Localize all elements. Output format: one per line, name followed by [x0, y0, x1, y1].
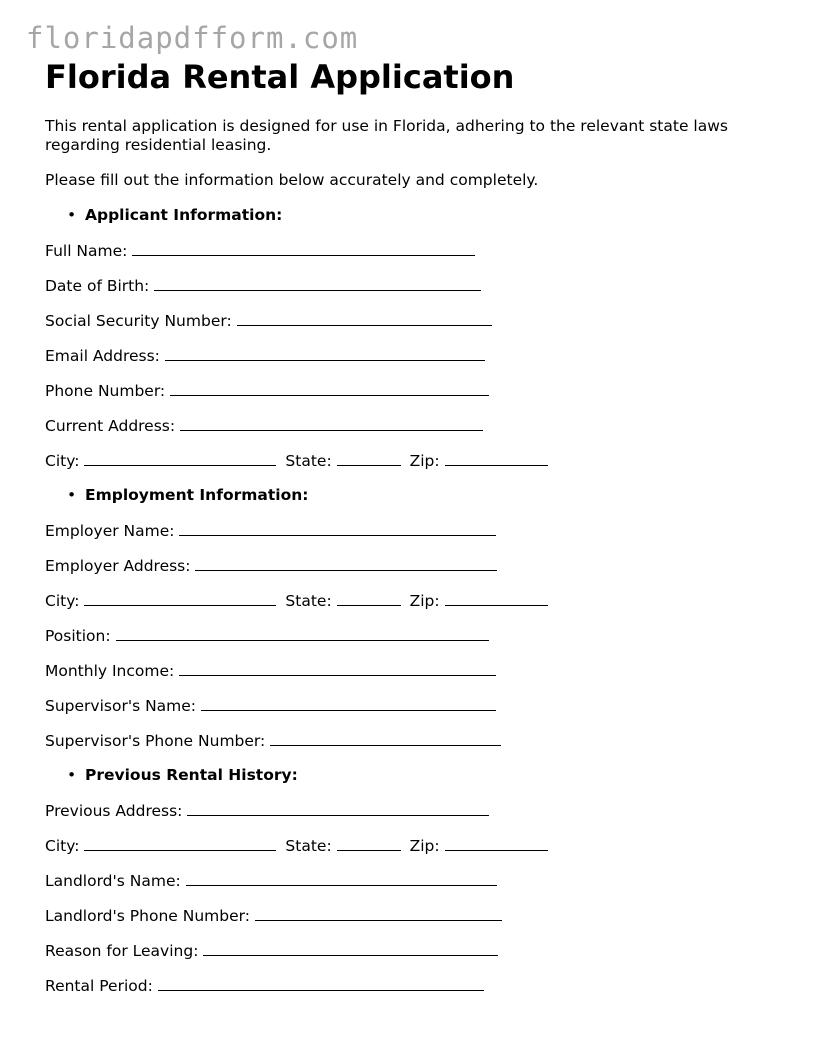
- page-title: Florida Rental Application: [45, 58, 515, 96]
- field-supervisor-phone: [45, 731, 775, 750]
- field-label: Email Address:: [45, 347, 160, 365]
- field-label: Supervisor's Name:: [45, 697, 197, 715]
- field-label: Zip:: [409, 837, 440, 855]
- rental-period-blank[interactable]: [158, 976, 484, 991]
- field-rental-period: [45, 976, 775, 995]
- city-blank[interactable]: [84, 591, 276, 606]
- bullet-icon: •: [67, 206, 77, 224]
- bullet-icon: •: [67, 766, 77, 784]
- section-heading-employment: [45, 486, 775, 505]
- phone-blank[interactable]: [170, 381, 489, 396]
- field-label: State:: [285, 837, 332, 855]
- field-landlord-phone: [45, 906, 775, 925]
- field-employer-name: [45, 521, 775, 540]
- field-label: Employer Address:: [45, 557, 191, 575]
- field-date-of-birth: [45, 276, 775, 295]
- field-reason-for-leaving: [45, 941, 775, 960]
- full-name-blank[interactable]: [132, 241, 475, 256]
- field-position: [45, 626, 775, 645]
- state-blank[interactable]: [337, 836, 401, 851]
- field-current-address: [45, 416, 775, 435]
- field-label: Employer Name:: [45, 522, 175, 540]
- field-full-name: [45, 241, 775, 260]
- intro-paragraph-2: Please fill out the information below accurately and completely.: [45, 171, 539, 189]
- field-city-state-zip-applicant: [45, 451, 775, 470]
- field-label: State:: [285, 452, 332, 470]
- employer-address-blank[interactable]: [195, 556, 497, 571]
- field-label: Position:: [45, 627, 111, 645]
- zip-blank[interactable]: [445, 836, 548, 851]
- field-label: Zip:: [409, 452, 440, 470]
- field-label: City:: [45, 837, 80, 855]
- field-label: Previous Address:: [45, 802, 183, 820]
- field-label: Supervisor's Phone Number:: [45, 732, 266, 750]
- reason-for-leaving-blank[interactable]: [203, 941, 498, 956]
- section-heading-label: Applicant Information:: [85, 206, 283, 224]
- field-previous-address: [45, 801, 775, 820]
- watermark: floridapdfform.com: [26, 21, 359, 55]
- field-monthly-income: [45, 661, 775, 680]
- form-body: [45, 117, 775, 995]
- field-supervisor-name: [45, 696, 775, 715]
- field-label: Landlord's Name:: [45, 872, 181, 890]
- city-blank[interactable]: [84, 836, 276, 851]
- field-label: Social Security Number:: [45, 312, 232, 330]
- field-label: Current Address:: [45, 417, 176, 435]
- field-city-state-zip-employment: [45, 591, 775, 610]
- email-blank[interactable]: [165, 346, 485, 361]
- field-label: Phone Number:: [45, 382, 166, 400]
- field-email: [45, 346, 775, 365]
- bullet-icon: •: [67, 486, 77, 504]
- field-label: City:: [45, 592, 80, 610]
- monthly-income-blank[interactable]: [179, 661, 496, 676]
- current-address-blank[interactable]: [180, 416, 483, 431]
- position-blank[interactable]: [116, 626, 489, 641]
- landlord-name-blank[interactable]: [186, 871, 497, 886]
- section-heading-label: Previous Rental History:: [85, 766, 298, 784]
- field-ssn: [45, 311, 775, 330]
- date-of-birth-blank[interactable]: [154, 276, 481, 291]
- supervisor-name-blank[interactable]: [201, 696, 496, 711]
- field-label: State:: [285, 592, 332, 610]
- zip-blank[interactable]: [445, 451, 548, 466]
- field-label: Zip:: [409, 592, 440, 610]
- field-employer-address: [45, 556, 775, 575]
- state-blank[interactable]: [337, 451, 401, 466]
- intro-paragraph-1: This rental application is designed for use in Florida, adhering to the relevant state laws regarding residential leasing.: [45, 117, 728, 154]
- employer-name-blank[interactable]: [179, 521, 496, 536]
- zip-blank[interactable]: [445, 591, 548, 606]
- section-heading-applicant: [45, 206, 775, 225]
- state-blank[interactable]: [337, 591, 401, 606]
- city-blank[interactable]: [84, 451, 276, 466]
- supervisor-phone-blank[interactable]: [270, 731, 501, 746]
- ssn-blank[interactable]: [237, 311, 492, 326]
- field-label: Date of Birth:: [45, 277, 150, 295]
- field-city-state-zip-rental: [45, 836, 775, 855]
- field-label: Monthly Income:: [45, 662, 175, 680]
- field-phone: [45, 381, 775, 400]
- field-label: City:: [45, 452, 80, 470]
- field-label: Rental Period:: [45, 977, 153, 995]
- field-label: Reason for Leaving:: [45, 942, 199, 960]
- previous-address-blank[interactable]: [187, 801, 489, 816]
- landlord-phone-blank[interactable]: [255, 906, 502, 921]
- field-label: Full Name:: [45, 242, 128, 260]
- section-heading-label: Employment Information:: [85, 486, 309, 504]
- field-landlord-name: [45, 871, 775, 890]
- field-label: Landlord's Phone Number:: [45, 907, 250, 925]
- section-heading-rental-history: [45, 766, 775, 785]
